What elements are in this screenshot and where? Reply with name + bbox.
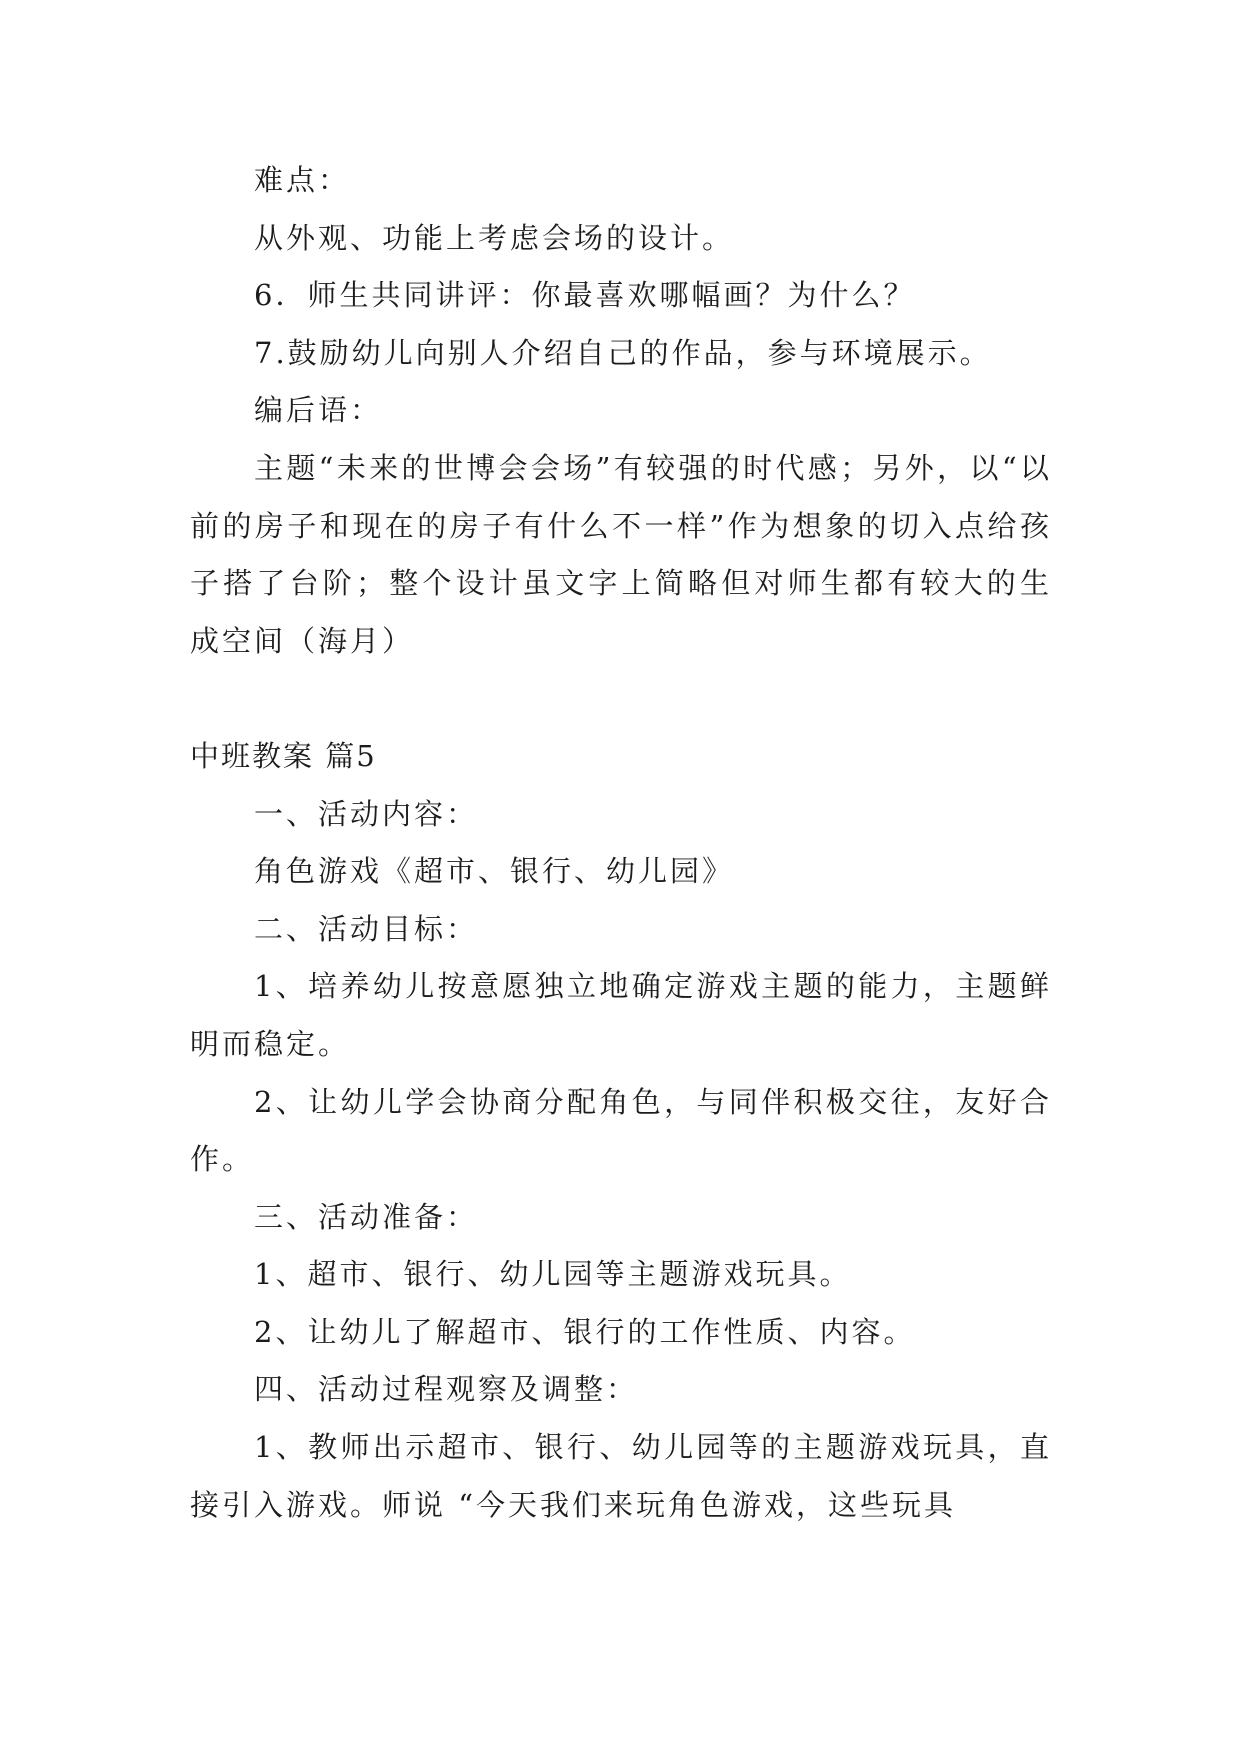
paragraph-difficulty-text: 从外观、功能上考虑会场的设计。 bbox=[254, 220, 735, 255]
section-title: 中班教案 篇5 bbox=[190, 738, 377, 773]
paragraph-editor-note-heading: 编后语： bbox=[254, 393, 383, 428]
paragraph-process-1: 1、教师出示超市、银行、幼儿园等的主题游戏玩具，直接引入游戏。师说 “今天我们来玩角色游戏，这些玩具 bbox=[190, 1430, 1052, 1522]
paragraph-preparation-heading: 三、活动准备： bbox=[254, 1199, 479, 1234]
paragraph-activity-content: 角色游戏《超市、银行、幼儿园》 bbox=[254, 854, 735, 889]
paragraph-preparation-1: 1、超市、银行、幼儿园等主题游戏玩具。 bbox=[254, 1257, 852, 1292]
paragraph-goal-2: 2、让幼儿学会协商分配角色，与同伴积极交往，友好合作。 bbox=[190, 1084, 1052, 1177]
paragraph-process-heading: 四、活动过程观察及调整： bbox=[254, 1372, 639, 1407]
paragraph-step-6: 6．师生共同讲评：你最喜欢哪幅画？为什么？ bbox=[254, 278, 916, 313]
paragraph-editor-note: 主题“未来的世博会会场”有较强的时代感；另外，以“以前的房子和现在的房子有什么不一样”作为想象的切入点给孩子搭了台阶；整个设计虽文字上简略但对师生都有较大的生成空间（海月） bbox=[190, 450, 1052, 658]
paragraph-step-7: 7.鼓励幼儿向别人介绍自己的作品，参与环境展示。 bbox=[254, 335, 992, 370]
document-body bbox=[190, 152, 1052, 1534]
paragraph-difficulty-heading: 难点： bbox=[254, 163, 351, 197]
paragraph-preparation-2: 2、让幼儿了解超市、银行的工作性质、内容。 bbox=[254, 1314, 916, 1349]
paragraph-activity-goals-heading: 二、活动目标： bbox=[254, 911, 479, 946]
paragraph-goal-1: 1、培养幼儿按意愿独立地确定游戏主题的能力，主题鲜明而稳定。 bbox=[190, 969, 1052, 1061]
paragraph-activity-content-heading: 一、活动内容： bbox=[254, 796, 479, 831]
